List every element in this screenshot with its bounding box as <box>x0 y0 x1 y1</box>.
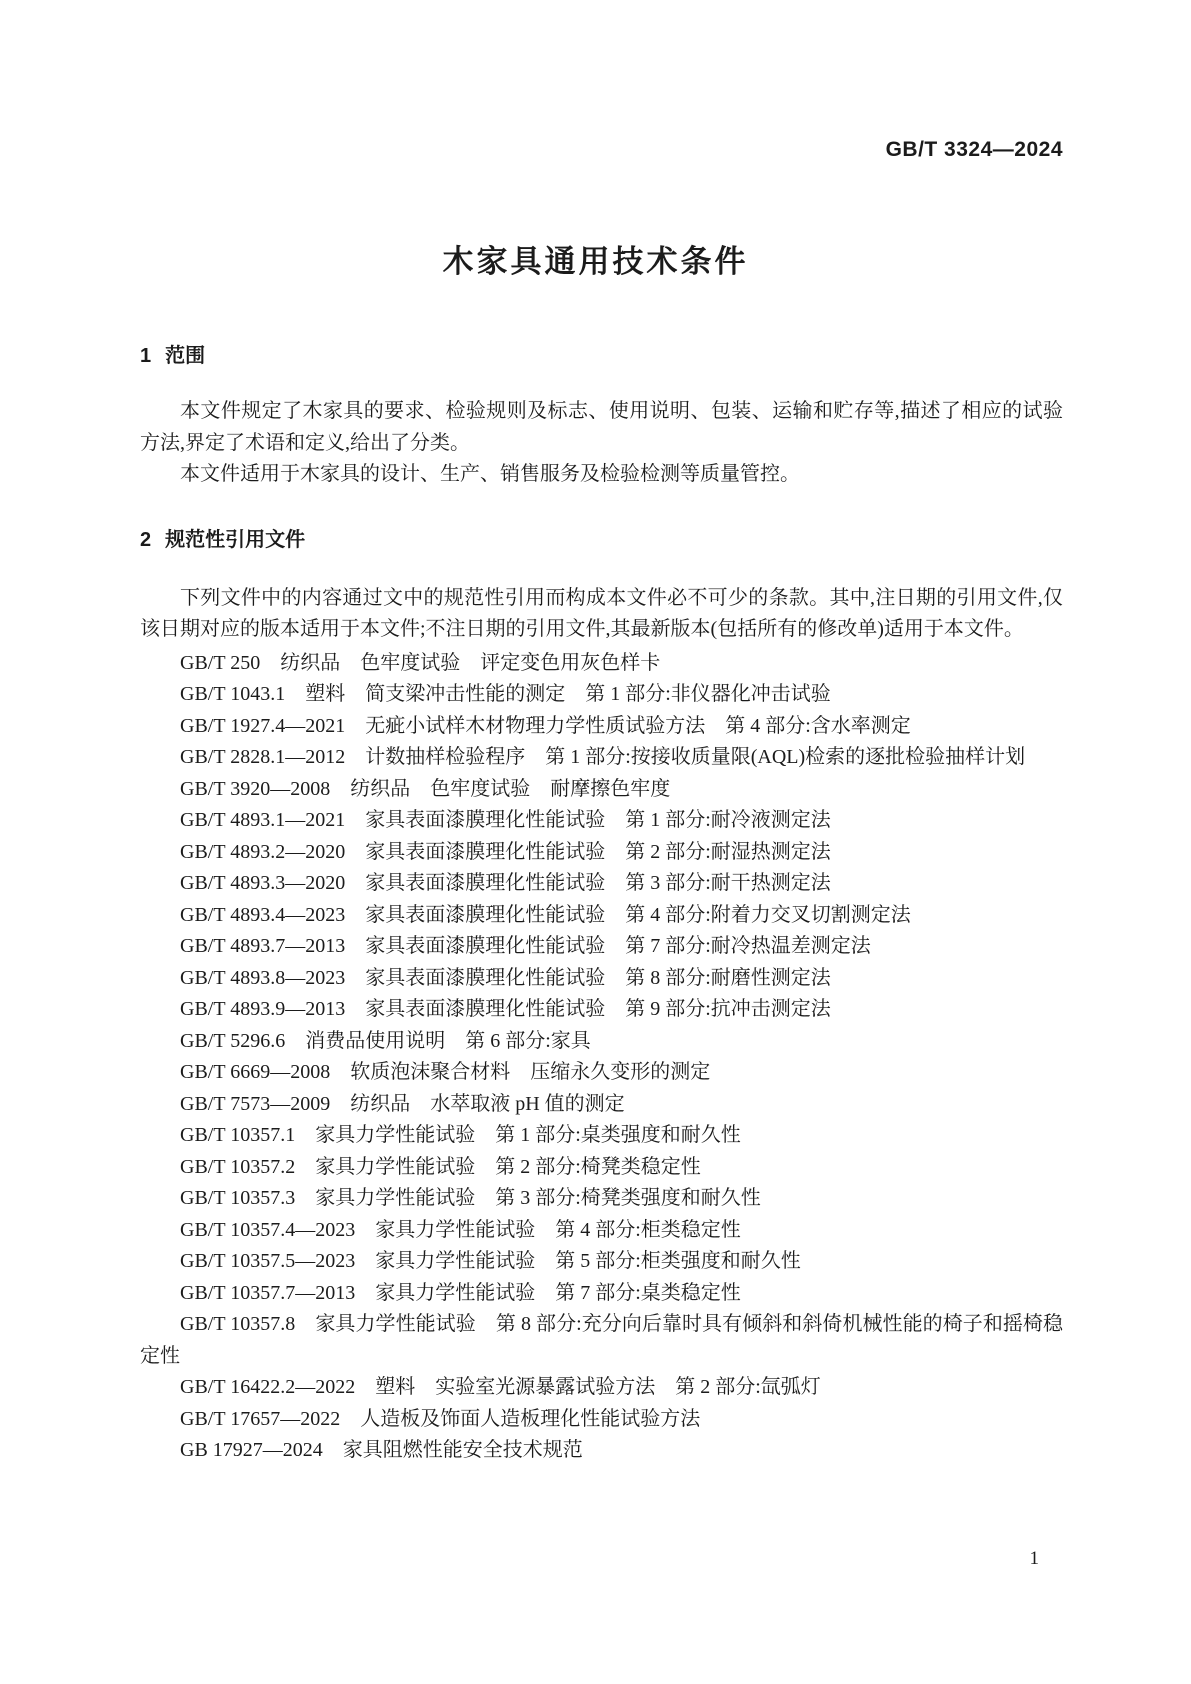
reference-item: GB/T 4893.2—2020 家具表面漆膜理化性能试验 第 2 部分:耐湿热测定法 <box>180 840 831 863</box>
reference-item: GB/T 10357.4—2023 家具力学性能试验 第 4 部分:柜类稳定性 <box>180 1218 741 1241</box>
section-2-number: 2 <box>140 528 152 551</box>
reference-list <box>140 648 1063 1467</box>
reference-item: GB/T 4893.8—2023 家具表面漆膜理化性能试验 第 8 部分:耐磨性测定法 <box>180 966 831 989</box>
reference-item: GB/T 10357.1 家具力学性能试验 第 1 部分:桌类强度和耐久性 <box>180 1124 741 1146</box>
reference-item: GB/T 10357.5—2023 家具力学性能试验 第 5 部分:柜类强度和耐久性 <box>180 1250 801 1272</box>
reference-item: GB/T 2828.1—2012 计数抽样检验程序 第 1 部分:按接收质量限(AQL)检索的逐批检验抽样计划 <box>180 746 1026 768</box>
reference-item: GB/T 7573—2009 纺织品 水萃取液 pH 值的测定 <box>180 1092 625 1115</box>
reference-item: GB/T 1927.4—2021 无疵小试样木材物理力学性质试验方法 第 4 部分:含水率测定 <box>180 714 911 737</box>
section-1-title: 范围 <box>165 345 206 367</box>
section-2-heading <box>140 527 1063 553</box>
standard-number: GB/T 3324—2024 <box>885 138 1063 161</box>
reference-item: GB/T 16422.2—2022 塑料 实验室光源暴露试验方法 第 2 部分:氙弧灯 <box>180 1376 821 1398</box>
reference-item: GB/T 10357.3 家具力学性能试验 第 3 部分:椅凳类强度和耐久性 <box>180 1187 761 1209</box>
scope-paragraph-1: 本文件规定了木家具的要求、检验规则及标志、使用说明、包装、运输和贮存等,描述了相应的试验方法,界定了术语和定义,给出了分类。 <box>140 400 1063 454</box>
reference-item: GB/T 4893.7—2013 家具表面漆膜理化性能试验 第 7 部分:耐冷热温差测定法 <box>180 935 871 957</box>
reference-item: GB 17927—2024 家具阻燃性能安全技术规范 <box>180 1439 583 1461</box>
reference-item: GB/T 17657—2022 人造板及饰面人造板理化性能试验方法 <box>180 1407 701 1430</box>
reference-item: GB/T 4893.1—2021 家具表面漆膜理化性能试验 第 1 部分:耐冷液测定法 <box>180 809 831 831</box>
section-2-title: 规范性引用文件 <box>165 528 306 551</box>
section-1-number: 1 <box>140 345 152 367</box>
section-1-heading <box>140 343 1063 369</box>
reference-item: GB/T 10357.2 家具力学性能试验 第 2 部分:椅凳类稳定性 <box>180 1155 701 1178</box>
reference-item: GB/T 4893.4—2023 家具表面漆膜理化性能试验 第 4 部分:附着力交叉切割测定法 <box>180 903 911 926</box>
reference-item: GB/T 4893.9—2013 家具表面漆膜理化性能试验 第 9 部分:抗冲击测定法 <box>180 998 831 1020</box>
reference-item: GB/T 3920—2008 纺织品 色牢度试验 耐摩擦色牢度 <box>180 777 671 800</box>
page-number: 1 <box>1029 1548 1039 1569</box>
reference-item: GB/T 4893.3—2020 家具表面漆膜理化性能试验 第 3 部分:耐干热测定法 <box>180 872 831 894</box>
scope-paragraph-2: 本文件适用于木家具的设计、生产、销售服务及检验检测等质量管控。 <box>180 463 800 485</box>
reference-item: GB/T 10357.8 家具力学性能试验 第 8 部分:充分向后靠时具有倾斜和斜倚机械性能的椅子和摇椅稳定性 <box>140 1313 1063 1367</box>
references-intro-paragraph: 下列文件中的内容通过文中的规范性引用而构成本文件必不可少的条款。其中,注日期的引用文件,仅该日期对应的版本适用于本文件;不注日期的引用文件,其最新版本(包括所有的修改单)适用于本文件。 <box>140 586 1063 640</box>
document-body <box>140 343 1063 1467</box>
reference-item: GB/T 10357.7—2013 家具力学性能试验 第 7 部分:桌类稳定性 <box>180 1281 741 1304</box>
reference-item: GB/T 5296.6 消费品使用说明 第 6 部分:家具 <box>180 1029 591 1052</box>
document-title: 木家具通用技术条件 <box>442 244 749 279</box>
reference-item: GB/T 6669—2008 软质泡沫聚合材料 压缩永久变形的测定 <box>180 1061 711 1083</box>
reference-item: GB/T 250 纺织品 色牢度试验 评定变色用灰色样卡 <box>180 651 661 674</box>
reference-item: GB/T 1043.1 塑料 简支梁冲击性能的测定 第 1 部分:非仪器化冲击试验 <box>180 683 831 705</box>
